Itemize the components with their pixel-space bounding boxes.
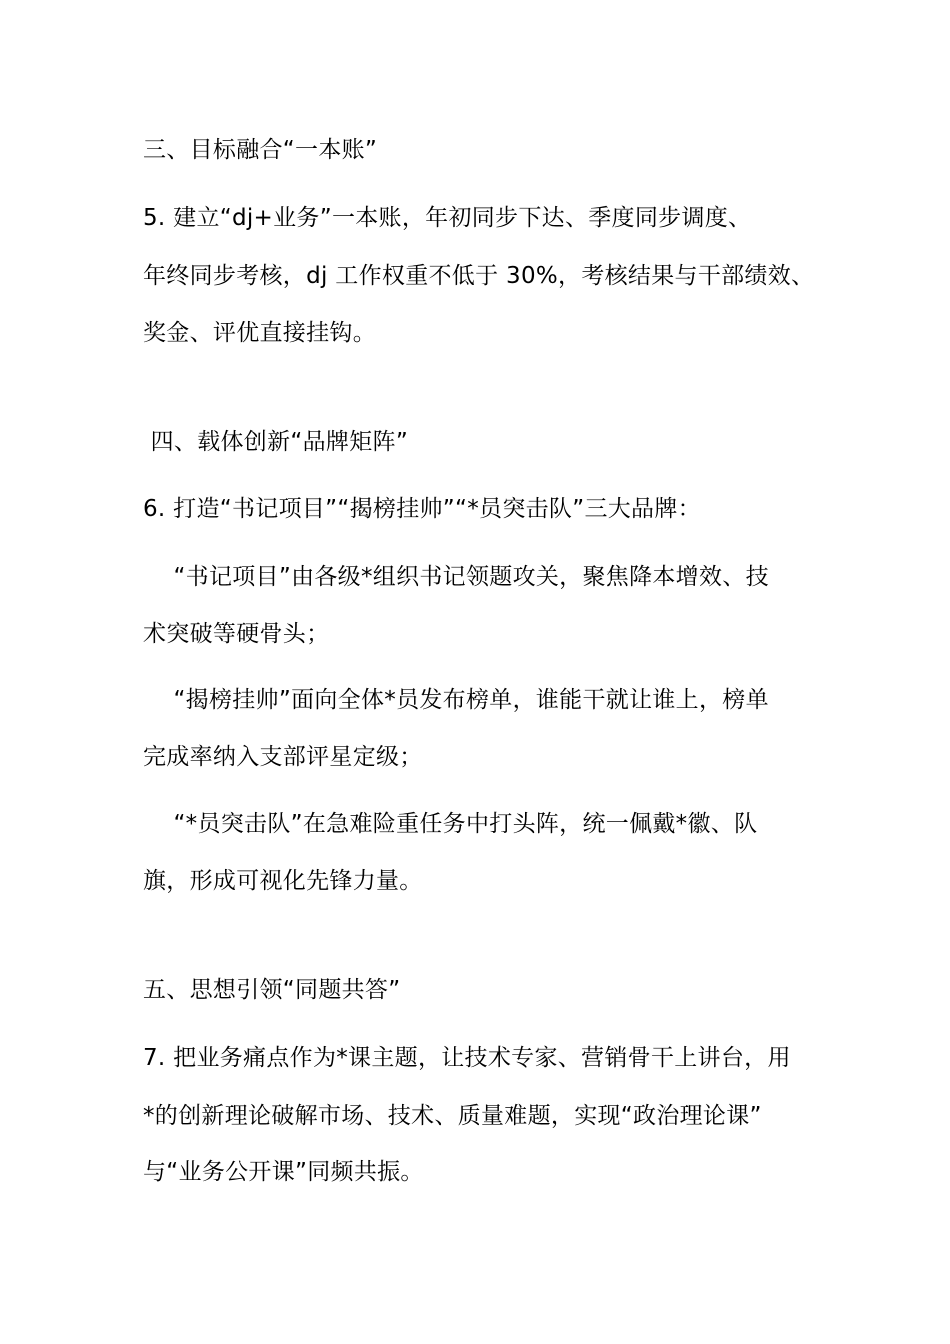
section-heading: 五、思想引领“同题共答” bbox=[143, 977, 401, 1003]
paragraph-line: 完成率纳入支部评星定级； bbox=[143, 744, 423, 770]
section-heading: 四、载体创新“品牌矩阵” bbox=[143, 429, 409, 455]
paragraph-line: 6. 打造“书记项目”“揭榜挂帅”“*员突击队”三大品牌： bbox=[143, 496, 701, 522]
paragraph-line: *的创新理论破解市场、技术、质量难题，实现“政治理论课” bbox=[143, 1103, 762, 1129]
paragraph-line: “揭榜挂帅”面向全体*员发布榜单，谁能干就让谁上，榜单 bbox=[143, 687, 769, 713]
paragraph-line: 年终同步考核，dj 工作权重不低于 30%，考核结果与干部绩效、 bbox=[143, 263, 815, 289]
paragraph-line: “*员突击队”在急难险重任务中打头阵，统一佩戴*徽、队 bbox=[143, 811, 758, 837]
paragraph-line: 奖金、评优直接挂钩。 bbox=[143, 320, 376, 346]
paragraph-line: 旗，形成可视化先锋力量。 bbox=[143, 868, 423, 894]
paragraph-line: 术突破等硬骨头； bbox=[143, 621, 330, 647]
paragraph-line: 7. 把业务痛点作为*课主题，让技术专家、营销骨干上讲台，用 bbox=[143, 1045, 791, 1071]
paragraph-line: 与“业务公开课”同频共振。 bbox=[143, 1159, 424, 1185]
paragraph-line: “书记项目”由各级*组织书记领题攻关，聚焦降本增效、技 bbox=[143, 564, 769, 590]
section-heading: 三、目标融合“一本账” bbox=[143, 137, 378, 163]
paragraph-line: 5. 建立“dj+业务”一本账，年初同步下达、季度同步调度、 bbox=[143, 205, 752, 231]
